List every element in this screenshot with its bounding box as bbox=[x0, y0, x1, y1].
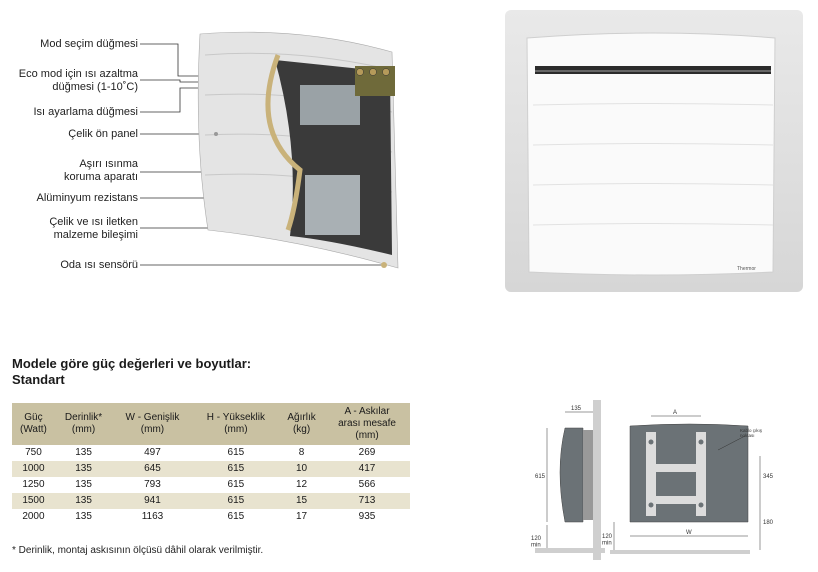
dim-345-label: 345 bbox=[763, 474, 774, 480]
brand-logo: Thermor bbox=[737, 266, 756, 272]
cell: 12 bbox=[279, 477, 324, 493]
callout-temperature-button: Isı ayarlama düğmesi bbox=[33, 106, 138, 118]
front-view-diagram bbox=[600, 400, 800, 565]
depth-label: 135 bbox=[571, 406, 582, 412]
table-row bbox=[12, 509, 410, 525]
cell: 1163 bbox=[112, 509, 192, 525]
cell: 935 bbox=[324, 509, 410, 525]
cell: 713 bbox=[324, 493, 410, 509]
footnote: * Derinlik, montaj askısının ölçüsü dâhil olarak verilmiştir. bbox=[12, 545, 264, 556]
spec-table bbox=[12, 403, 410, 525]
cell: 2000 bbox=[12, 509, 55, 525]
callout-overheat-protection: Aşırı ısınma koruma aparatı bbox=[64, 158, 138, 183]
callout-eco-button: Eco mod için ısı azaltma düğmesi (1-10˚C) bbox=[18, 68, 138, 93]
cell: 17 bbox=[279, 509, 324, 525]
cell: 135 bbox=[55, 493, 112, 509]
cell: 497 bbox=[112, 445, 192, 461]
header-depth: Derinlik* (mm) bbox=[55, 403, 112, 445]
cell: 793 bbox=[112, 477, 192, 493]
cell: 645 bbox=[112, 461, 192, 477]
width-label: W bbox=[686, 530, 692, 536]
cell: 10 bbox=[279, 461, 324, 477]
product-photo bbox=[505, 10, 803, 292]
cell: 615 bbox=[193, 445, 279, 461]
cell: 269 bbox=[324, 445, 410, 461]
header-height: H - Yükseklik (mm) bbox=[193, 403, 279, 445]
cell: 615 bbox=[193, 509, 279, 525]
callout-aluminium-resistor: Alüminyum rezistans bbox=[36, 192, 138, 204]
cell: 135 bbox=[55, 477, 112, 493]
cell: 941 bbox=[112, 493, 192, 509]
cell: 615 bbox=[193, 461, 279, 477]
cell: 1000 bbox=[12, 461, 55, 477]
cell: 615 bbox=[193, 493, 279, 509]
cell: 417 bbox=[324, 461, 410, 477]
cell: 8 bbox=[279, 445, 324, 461]
header-bracket-distance: A - Askılar arası mesafe (mm) bbox=[324, 403, 410, 445]
cell: 615 bbox=[193, 477, 279, 493]
cell: 750 bbox=[12, 445, 55, 461]
table-row bbox=[12, 493, 410, 509]
header-width: W - Genişlik (mm) bbox=[112, 403, 192, 445]
callout-room-sensor: Oda ısı sensörü bbox=[60, 259, 138, 271]
table-row bbox=[12, 477, 410, 493]
header-weight: Ağırlık (kg) bbox=[279, 403, 324, 445]
header-power: Güç (Watt) bbox=[12, 403, 55, 445]
cable-exit-note: Kablo çıkış noktası bbox=[740, 428, 763, 438]
section-title: Modele göre güç değerleri ve boyutlar: bbox=[12, 356, 252, 371]
section-subtitle: Standart bbox=[12, 372, 65, 387]
cell: 566 bbox=[324, 477, 410, 493]
cell: 135 bbox=[55, 509, 112, 525]
cell: 15 bbox=[279, 493, 324, 509]
table-row bbox=[12, 445, 410, 461]
height-label: 615 bbox=[535, 474, 546, 480]
table-header-row bbox=[12, 403, 410, 445]
cell: 135 bbox=[55, 445, 112, 461]
dim-180-label: 180 bbox=[763, 520, 774, 526]
side-bottom-label: 120 min bbox=[531, 536, 542, 549]
bracket-distance-label: A bbox=[673, 410, 678, 416]
callout-mode-button: Mod seçim düğmesi bbox=[40, 38, 138, 50]
callout-steel-composite: Çelik ve ısı iletken malzeme bileşimi bbox=[49, 216, 138, 241]
cell: 1250 bbox=[12, 477, 55, 493]
cell: 135 bbox=[55, 461, 112, 477]
table-row bbox=[12, 461, 410, 477]
front-bottom-label: 120 min bbox=[602, 534, 613, 547]
cell: 1500 bbox=[12, 493, 55, 509]
callout-steel-panel: Çelik ön panel bbox=[68, 128, 138, 140]
